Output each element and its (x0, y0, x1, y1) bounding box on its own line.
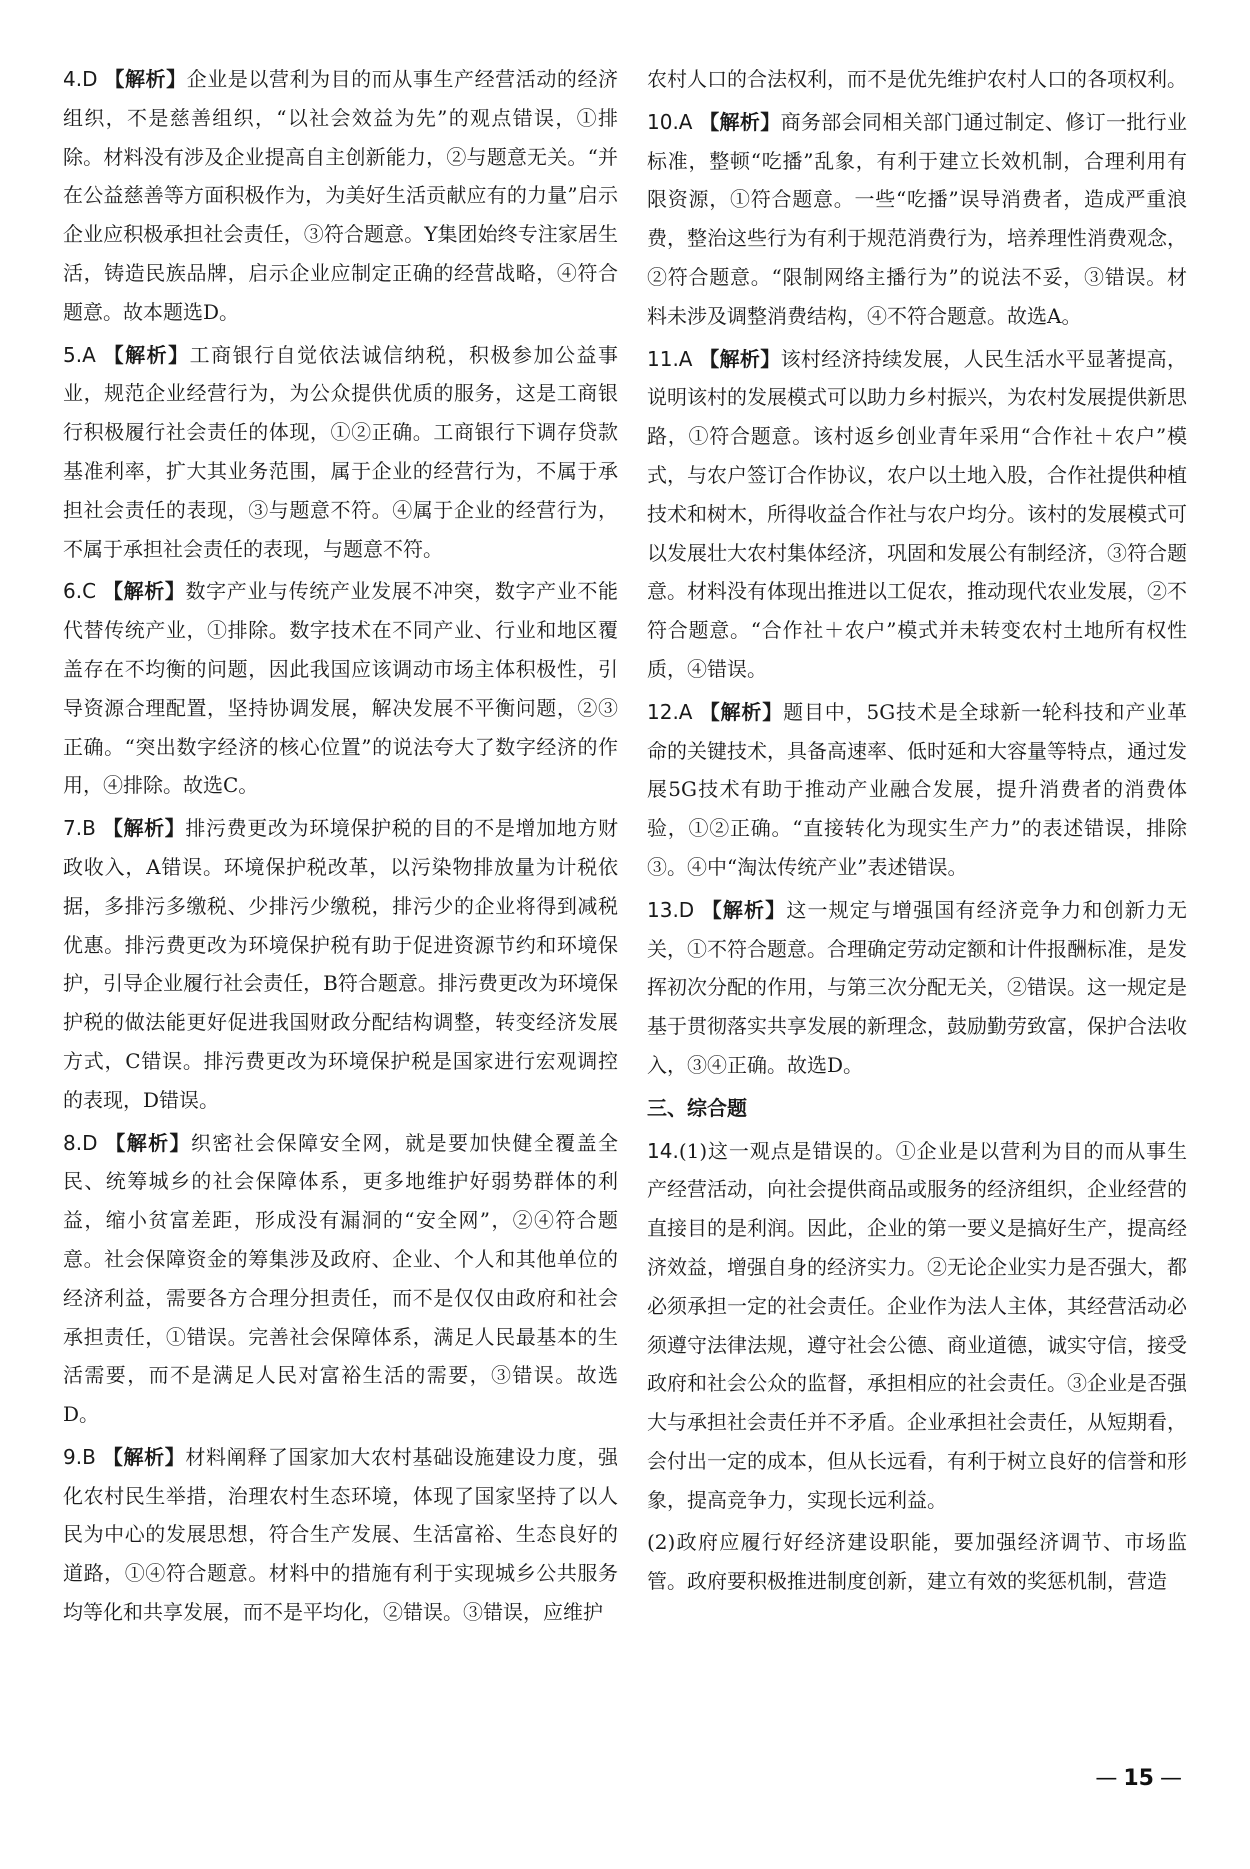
item-number: 9.B (63, 1444, 96, 1469)
analysis-tag: 【解析】 (103, 342, 190, 367)
answer-item-14-part-1 (647, 1132, 1187, 1520)
item-text: (1)这一观点是错误的。①企业是以营利为目的而从事生产经营活动，向社会提供商品或服务的经济组织，企业经营的直接目的是利润。因此，企业的第一要义是搞好生产，提高经济效益，增强自身的经济实力。②无论企业实力是否强大，都必须承担一定的社会责任。企业作为法人主体，其经营活动必须遵守法律法规，遵守社会公德、商业道德，诚实守信，接受政府和社会公众的监督，承担相应的社会责任。③企业是否强大与承担社会责任并不矛盾。企业承担社会责任，从短期看，会付出一定的成本，但从长远看，有利于树立良好的信誉和形象，提高竞争力，实现长远利益。 (647, 1138, 1187, 1512)
item-number: 8.D (63, 1130, 98, 1155)
answer-item-10 (647, 103, 1187, 336)
item-text: 这一规定与增强国有经济竞争力和创新力无关，①不符合题意。合理确定劳动定额和计件报酬标准，是发挥初次分配的作用，与第三次分配无关，②错误。这一规定是基于贯彻落实共享发展的新理念，鼓励勤劳致富，保护合法收入，③④正确。故选D。 (647, 897, 1188, 1077)
analysis-tag: 【解析】 (699, 346, 781, 371)
item-text: 织密社会保障安全网，就是要加快健全覆盖全民、统筹城乡的社会保障体系，更多地维护好弱势群体的利益，缩小贫富差距，形成没有漏洞的“安全网”，②④符合题意。社会保障资金的筹集涉及政府、企业、个人和其他单位的经济利益，需要各方合理分担责任，而不是仅仅由政府和社会承担责任，①错误。完善社会保障体系，满足人民最基本的生活需要，而不是满足人民对富裕生活的需要，③错误。故选D。 (63, 1130, 619, 1427)
item-text: 该村经济持续发展，人民生活水平显著提高，说明该村的发展模式可以助力乡村振兴，为农村发展提供新思路，①符合题意。该村返乡创业青年采用“合作社＋农户”模式，与农户签订合作协议，农户以土地入股，合作社提供种植技术和树木，所得收益合作社与农户均分。该村的发展模式可以发展壮大农村集体经济，巩固和发展公有制经济，③符合题意。材料没有体现出推进以工促农，推动现代农业发展，②不符合题意。“合作社＋农户”模式并未转变农村土地所有权性质，④错误。 (647, 346, 1188, 681)
answer-item-4 (63, 60, 618, 332)
answer-item-14-part-2: (2)政府应履行好经济建设职能，要加强经济调节、市场监管。政府要积极推进制度创新，建立有效的奖惩机制，营造 (647, 1530, 1187, 1594)
item-text: 企业是以营利为目的而从事生产经营活动的经济组织，不是慈善组织，“以社会效益为先”的观点错误，①排除。材料没有涉及企业提高自主创新能力，②与题意无关。“并在公益慈善等方面积极作为，为美好生活贡献应有的力量”启示企业应积极承担社会责任，③符合题意。Y集团始终专注家居生活，铸造民族品牌，启示企业应制定正确的经营战略，④符合题意。故本题选D。 (63, 67, 619, 324)
item-number: 14. (647, 1138, 679, 1163)
item-number: 7.B (63, 816, 96, 841)
analysis-tag: 【解析】 (105, 1130, 191, 1155)
item-number: 4.D (63, 67, 98, 91)
analysis-tag: 【解析】 (102, 816, 186, 841)
item-text: 材料阐释了国家加大农村基础设施建设力度，强化农村民生举措，治理农村生态环境，体现了国家坚持了以人民为中心的发展思想，符合生产发展、生活富裕、生态良好的道路，①④符合题意。材料中的措施有利于实现城乡公共服务均等化和共享发展，而不是平均化，②错误。③错误，应维护 (63, 1444, 619, 1625)
page-number (1089, 1766, 1188, 1791)
analysis-tag: 【解析】 (102, 1444, 186, 1469)
analysis-tag: 【解析】 (103, 579, 186, 604)
item-number: 10.A (647, 109, 693, 134)
left-column (63, 60, 618, 1636)
answer-item-9-continuation: 农村人口的合法权利，而不是优先维护农村人口的各项权利。 (647, 67, 1187, 91)
analysis-tag: 【解析】 (699, 109, 781, 134)
answer-item-7 (63, 809, 618, 1119)
section-title: 三、综合题 (647, 1095, 747, 1120)
item-number: 5.A (63, 342, 96, 367)
answer-item-13 (647, 891, 1187, 1085)
item-number: 6.C (63, 579, 97, 604)
answer-item-11 (647, 340, 1187, 689)
item-text: 数字产业与传统产业发展不冲突，数字产业不能代替传统产业，①排除。数字技术在不同产业、行业和地区覆盖存在不均衡的问题，因此我国应该调动市场主体积极性，引导资源合理配置，坚持协调发展，解决发展不平衡问题，②③正确。“突出数字经济的核心位置”的说法夸大了数字经济的作用，④排除。故选C。 (63, 579, 619, 798)
answer-item-9 (63, 1438, 618, 1632)
page-number-dash-right: — (1160, 1766, 1182, 1791)
item-text: 排污费更改为环境保护税的目的不是增加地方财政收入，A错误。环境保护税改革，以污染物排放量为计税依据，多排污多缴税、少排污少缴税，排污少的企业将得到减税优惠。排污费更改为环境保护税有助于促进资源节约和环境保护，引导企业履行社会责任，B符合题意。排污费更改为环境保护税的做法能更好促进我国财政分配结构调整，转变经济发展方式，C错误。排污费更改为环境保护税是国家进行宏观调控的表现，D错误。 (63, 816, 619, 1112)
answer-item-8 (63, 1124, 618, 1434)
item-number: 11.A (647, 346, 693, 371)
item-text: 商务部会同相关部门通过制定、修订一批行业标准，整顿“吃播”乱象，有利于建立长效机制，合理利用有限资源，①符合题意。一些“吃播”误导消费者，造成严重浪费，整治这些行为有利于规范消费行为，培养理性消费观念，②符合题意。“限制网络主播行为”的说法不妥，③错误。材料未涉及调整消费结构，④不符合题意。故选A。 (647, 109, 1188, 328)
analysis-tag: 【解析】 (104, 67, 187, 91)
item-text: 题目中，5G技术是全球新一轮科技和产业革命的关键技术，具备高速率、低时延和大容量等特点，通过发展5G技术有助于推动产业融合发展，提升消费者的消费体验，①②正确。“直接转化为现实生产力”的表述错误，排除③。④中“淘汰传统产业”表述错误。 (647, 699, 1188, 879)
page-number-value: 15 (1123, 1766, 1154, 1791)
page-number-dash-left: — (1095, 1766, 1118, 1791)
answer-item-5 (63, 336, 618, 569)
item-number: 12.A (647, 699, 693, 724)
analysis-tag: 【解析】 (699, 699, 784, 724)
analysis-tag: 【解析】 (701, 897, 787, 922)
right-column (647, 60, 1187, 1605)
answer-item-6 (63, 572, 618, 805)
item-number: 13.D (647, 897, 695, 922)
answer-item-12 (647, 693, 1187, 887)
item-text: 工商银行自觉依法诚信纳税，积极参加公益事业，规范企业经营行为，为公众提供优质的服务，这是工商银行积极履行社会责任的体现，①②正确。工商银行下调存贷款基准利率，扩大其业务范围，属于企业的经营行为，不属于承担社会责任的表现，③与题意不符。④属于企业的经营行为，不属于承担社会责任的表现，与题意不符。 (63, 342, 619, 561)
